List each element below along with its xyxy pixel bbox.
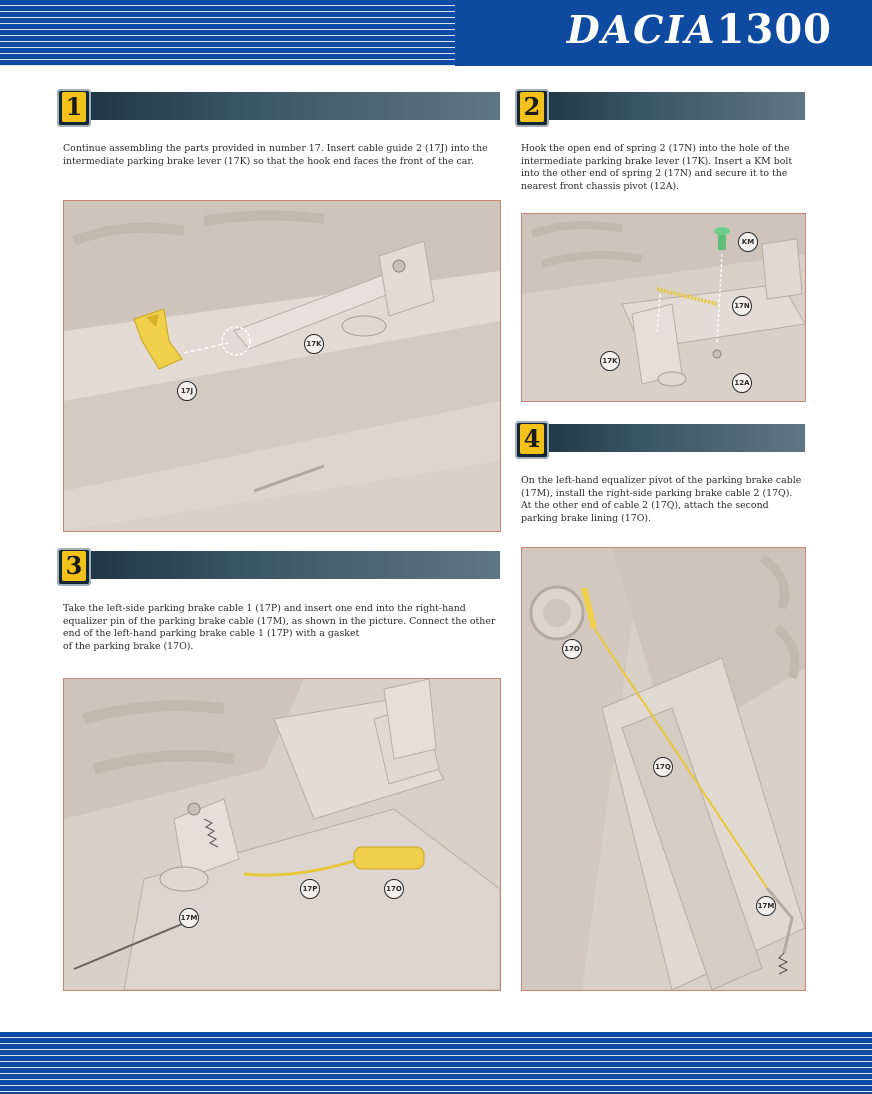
step-3-label-17m: 17M <box>179 908 199 928</box>
step-4-badge <box>515 421 549 459</box>
step-2-number: 2 <box>520 92 544 122</box>
step-3-badge <box>57 548 91 586</box>
step-2-badge <box>515 89 549 127</box>
step-2-text: Hook the open end of spring 2 (17N) into the hole of the intermediate parking brake lever (17K). Insert a KM bolt into the other end of spring 2 (17N) and secure it to the nearest front chassis pivot (12A). <box>521 143 793 192</box>
step-1-illustration <box>64 201 500 531</box>
step-3-label-17p: 17P <box>300 879 320 899</box>
step-4-label-17q: 17Q <box>653 757 673 777</box>
step-3-header <box>57 548 500 582</box>
step-2-illustration <box>522 214 805 401</box>
page-footer <box>0 1032 872 1094</box>
brand-year: 1300 <box>716 6 832 53</box>
step-3-label-17o: 17O <box>384 879 404 899</box>
step-1-label-17j: 17J <box>177 381 197 401</box>
step-3-text: Take the left-side parking brake cable 1 (17P) and insert one end into the right-hand equalizer pin of the parking brake cable (17M), as shown in the picture. Connect the other end of the left-hand parking brake cable 1 (17P) with a gasket of the parking brake (17O). <box>63 603 496 652</box>
step-1-badge <box>57 89 91 127</box>
step-4-label-17o: 17O <box>562 639 582 659</box>
step-1-header <box>57 89 500 123</box>
step-2-label-17k: 17K <box>600 351 620 371</box>
step-1-number: 1 <box>62 92 86 122</box>
step-1-label-17k: 17K <box>304 334 324 354</box>
step-4-text: On the left-hand equalizer pivot of the parking brake cable (17M), install the right-side parking brake cable 2 (17Q). At the other end of cable 2 (17Q), attach the second parking brake lining (17O). <box>521 475 802 524</box>
step-2-label-17n: 17N <box>732 296 752 316</box>
step-2-label-km: KM <box>738 232 758 252</box>
step-2-image <box>521 213 806 402</box>
step-4-label-17m: 17M <box>756 896 776 916</box>
step-3-image <box>63 678 501 991</box>
header-stripes <box>0 0 455 66</box>
step-4-number: 4 <box>520 424 544 454</box>
step-3-illustration <box>64 679 500 990</box>
step-1-image <box>63 200 501 532</box>
step-3-number: 3 <box>62 551 86 581</box>
step-4-header <box>515 421 805 455</box>
brand-logo <box>566 6 832 53</box>
step-2-label-12a: 12A <box>732 373 752 393</box>
step-1-text: Continue assembling the parts provided in number 17. Insert cable guide 2 (17J) into the intermediate parking brake lever (17K) so that the hook end faces the front of the car. <box>63 143 488 167</box>
page-header <box>0 0 872 66</box>
brand-name: DACIA <box>566 7 717 52</box>
step-2-header <box>515 89 805 123</box>
step-4-image <box>521 547 806 991</box>
